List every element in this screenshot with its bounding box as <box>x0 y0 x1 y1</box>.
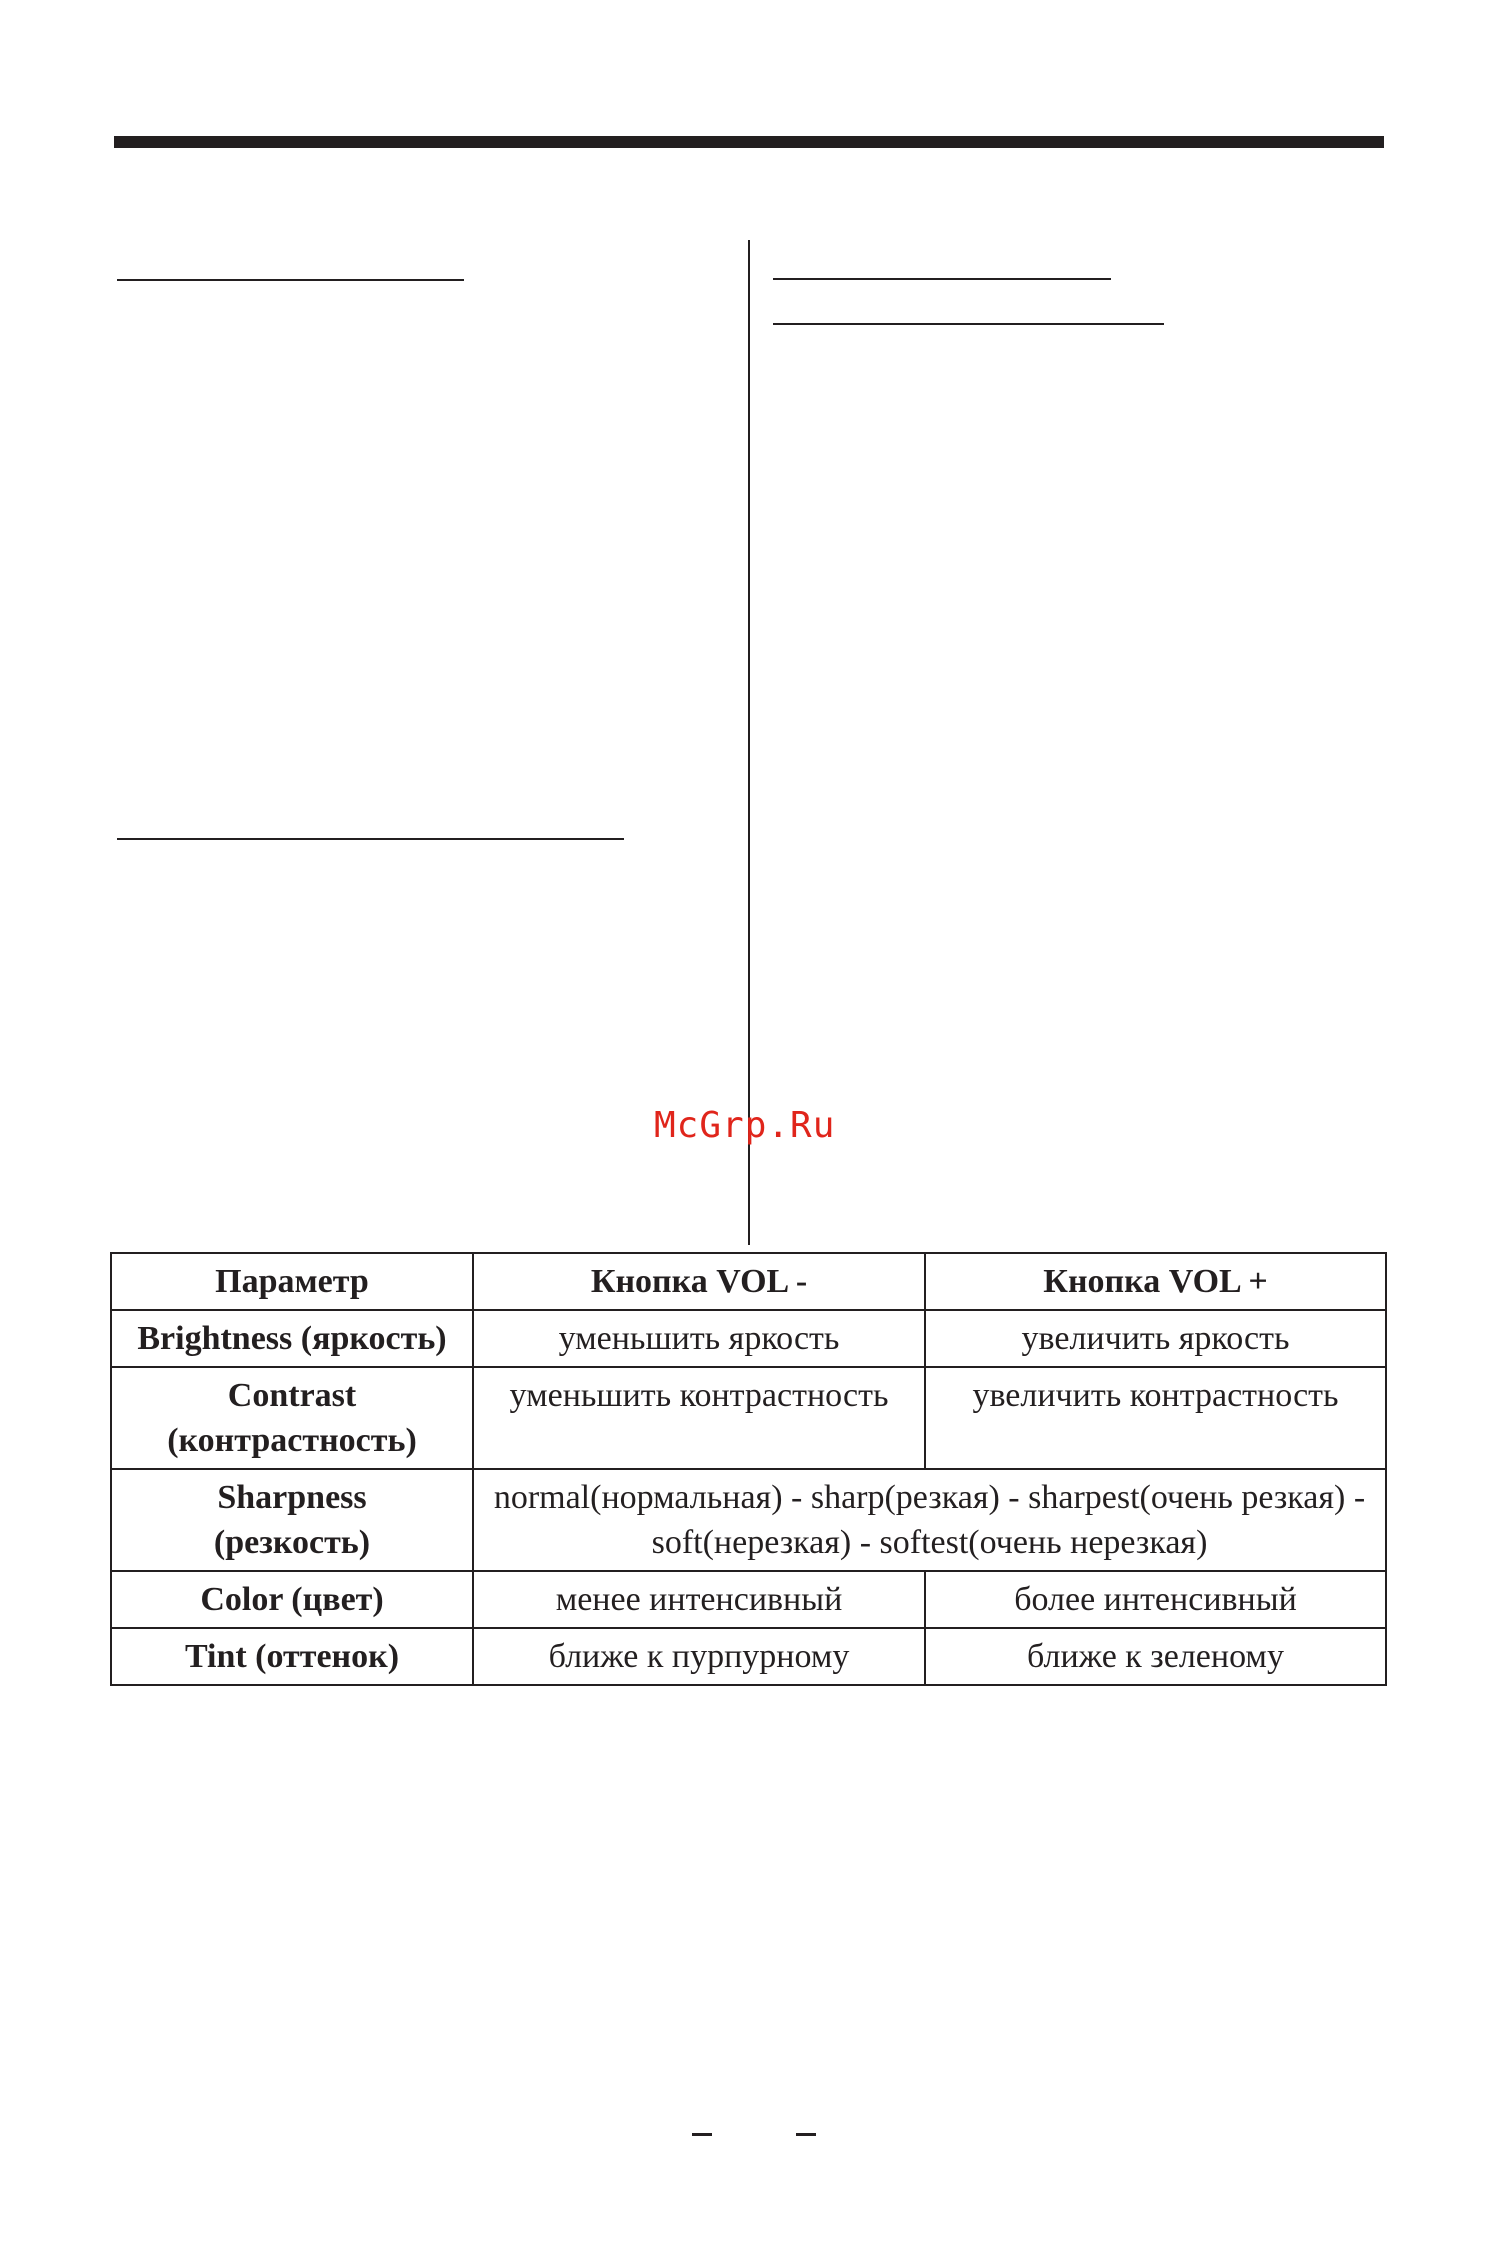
param-cell: Sharpness (резкость) <box>111 1469 473 1571</box>
table-row <box>111 1310 1386 1367</box>
settings-table <box>110 1252 1387 1686</box>
vol-minus-cell: уменьшить контрастность <box>473 1367 925 1469</box>
heading-underline-right-2 <box>773 323 1164 325</box>
param-cell: Brightness (яркость) <box>111 1310 473 1367</box>
param-cell: Color (цвет) <box>111 1571 473 1628</box>
param-cell: Tint (оттенок) <box>111 1628 473 1685</box>
watermark: McGrp.Ru <box>654 1105 836 1146</box>
page-number-dash-left <box>692 2133 712 2136</box>
vol-plus-cell: увеличить яркость <box>925 1310 1386 1367</box>
vol-both-cell: normal(нормальная) - sharp(резкая) - sharpest(очень резкая) - soft(нерезкая) - softest(очень нерезкая) <box>473 1469 1386 1571</box>
table-row <box>111 1469 1386 1571</box>
table-header-row <box>111 1253 1386 1310</box>
heading-underline-right-1 <box>773 278 1111 280</box>
header-vol-minus: Кнопка VOL - <box>473 1253 925 1310</box>
table-row <box>111 1571 1386 1628</box>
header-vol-plus: Кнопка VOL + <box>925 1253 1386 1310</box>
heading-underline-left-2 <box>117 838 624 840</box>
vol-minus-cell: менее интенсивный <box>473 1571 925 1628</box>
heading-underline-left-1 <box>117 279 464 281</box>
column-divider <box>748 240 750 1245</box>
header-parameter: Параметр <box>111 1253 473 1310</box>
vol-plus-cell: увеличить контрастность <box>925 1367 1386 1469</box>
vol-minus-cell: ближе к пурпурному <box>473 1628 925 1685</box>
vol-plus-cell: ближе к зеленому <box>925 1628 1386 1685</box>
param-cell: Contrast (контрастность) <box>111 1367 473 1469</box>
page-number-dash-right <box>796 2133 816 2136</box>
vol-minus-cell: уменьшить яркость <box>473 1310 925 1367</box>
table-row <box>111 1367 1386 1469</box>
vol-plus-cell: более интенсивный <box>925 1571 1386 1628</box>
table-row <box>111 1628 1386 1685</box>
header-rule <box>114 136 1384 148</box>
